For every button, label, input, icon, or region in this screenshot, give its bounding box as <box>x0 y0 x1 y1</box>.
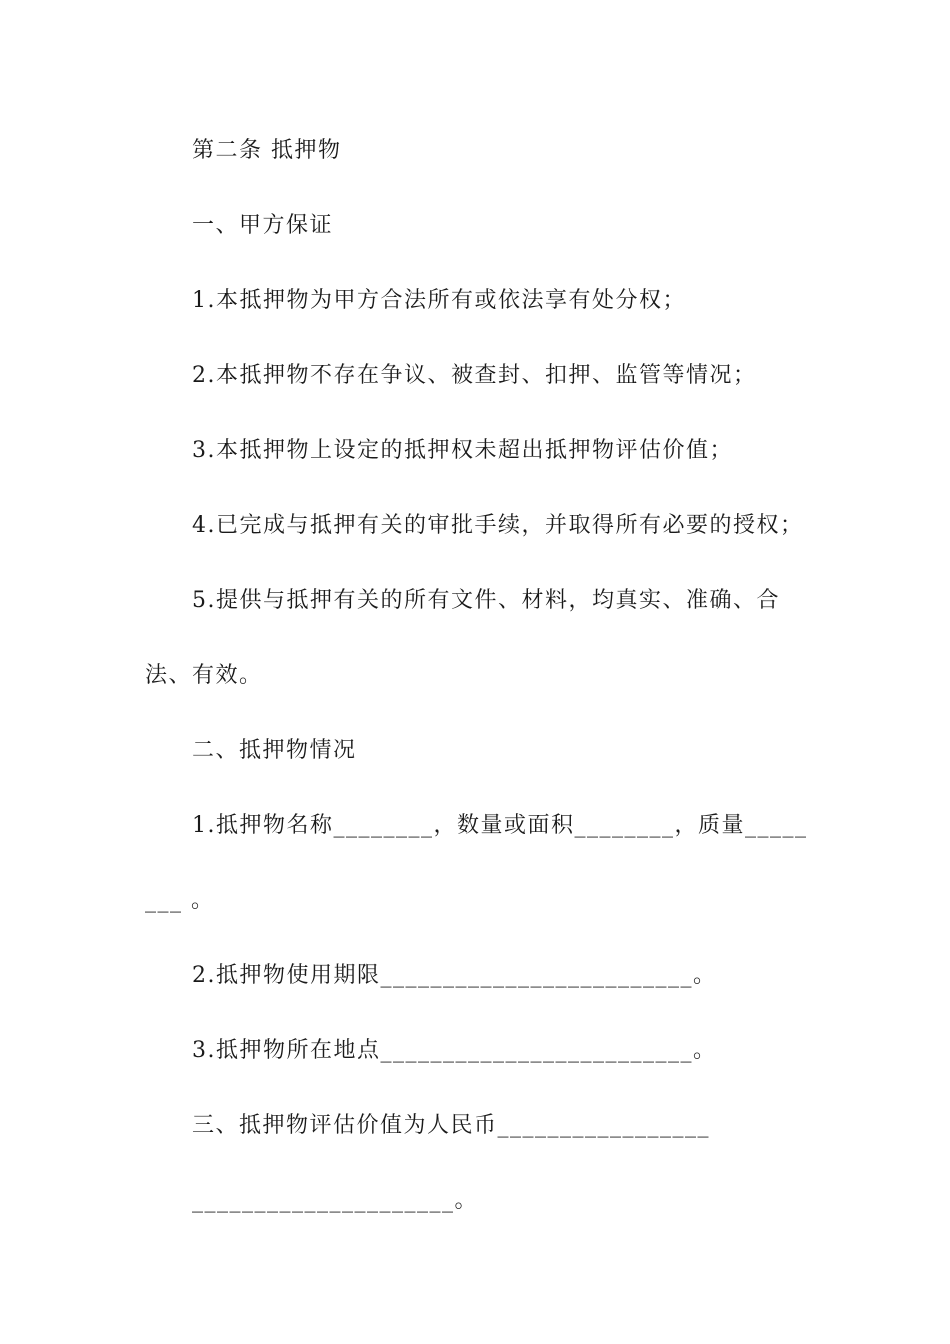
collateral-item-1: 1.抵押物名称________，数量或面积________，质量_____ <box>192 813 808 838</box>
guarantee-item-2: 2.本抵押物不存在争议、被查封、扣押、监管等情况； <box>192 363 757 388</box>
valuation-continued: _____________________。 <box>192 1188 479 1213</box>
section-heading-valuation: 三、抵押物评估价值为人民币_________________ <box>192 1113 711 1138</box>
collateral-item-2: 2.抵押物使用期限_________________________。 <box>192 963 717 988</box>
collateral-item-3: 3.抵押物所在地点_________________________。 <box>192 1038 717 1063</box>
guarantee-item-1: 1.本抵押物为甲方合法所有或依法享有处分权； <box>192 288 686 313</box>
article-heading: 第二条 抵押物 <box>192 138 342 163</box>
section-heading-guarantees: 一、甲方保证 <box>192 213 334 238</box>
collateral-item-1-continued: ___ 。 <box>145 888 215 913</box>
guarantee-item-4: 4.已完成与抵押有关的审批手续，并取得所有必要的授权； <box>192 513 804 538</box>
guarantee-item-5-continued: 法、有效。 <box>145 663 263 688</box>
section-heading-collateral-status: 二、抵押物情况 <box>192 738 357 763</box>
guarantee-item-3: 3.本抵押物上设定的抵押权未超出抵押物评估价值； <box>192 438 733 463</box>
guarantee-item-5: 5.提供与抵押有关的所有文件、材料，均真实、准确、合 <box>192 588 780 613</box>
